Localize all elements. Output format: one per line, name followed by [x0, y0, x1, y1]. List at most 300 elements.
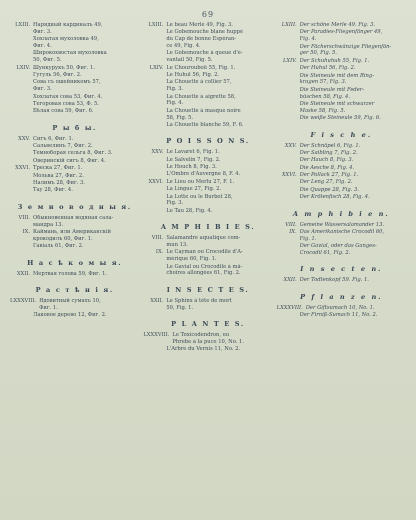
entry-line: Le Gavial ou Crocodile à mâ-	[166, 263, 243, 270]
entry-line: La Lingue 27, Fig. 2.	[166, 186, 222, 193]
entry-line: Гугуль 56, Фиг. 2.	[33, 71, 82, 78]
index-entry	[143, 235, 272, 249]
entry-line: du Cap de bonne Espéran-	[166, 36, 237, 43]
section-heading: Н а с ѣ к о м ы я.	[27, 258, 123, 267]
plate-number	[143, 122, 166, 129]
index-entry	[277, 243, 406, 257]
entry-line: Fig. 4.	[299, 36, 317, 43]
entry-text	[166, 171, 272, 178]
entry-text	[33, 72, 139, 79]
index-entry	[10, 101, 139, 108]
plate-number: VIII.	[285, 221, 297, 228]
entry-line: Тау 28, Фиг. 4.	[33, 187, 73, 194]
index-section	[277, 22, 406, 123]
plate-number	[143, 94, 166, 108]
plate-number	[277, 115, 300, 122]
entry-text	[166, 179, 272, 186]
section-heading: F i s c h e.	[310, 130, 373, 139]
entry-line: Der Gavial, oder das Ganges-	[299, 243, 377, 250]
plate-number	[277, 312, 300, 319]
section-heading: P L A N T E S.	[171, 319, 245, 328]
index-entry	[10, 243, 139, 250]
section-heading: P O I S S O N S.	[166, 137, 250, 146]
plate-number	[143, 157, 166, 164]
entry-line: Die Quappe 28, Fig. 3.	[299, 186, 359, 193]
index-entry	[143, 208, 272, 215]
entry-line: Широкохвостая мухоловка	[33, 50, 107, 57]
entry-text	[166, 164, 272, 171]
entry-text	[33, 65, 139, 72]
index-entry	[10, 65, 139, 72]
index-entry	[10, 180, 139, 187]
section-heading: P f l a n z e n.	[300, 292, 383, 301]
plate-number: XXVI.	[148, 178, 164, 185]
plate-number: LXXXVIII.	[10, 297, 37, 304]
entry-text	[172, 332, 272, 346]
entry-line: Обыкновенная водяная сала-	[33, 214, 114, 221]
plate-number	[143, 208, 166, 215]
entry-text	[300, 312, 406, 319]
entry-text	[166, 50, 272, 64]
index-entry	[143, 79, 272, 93]
entry-text	[166, 249, 272, 263]
index-entry	[277, 277, 406, 284]
plate-number	[10, 72, 33, 79]
plate-number	[10, 173, 33, 180]
index-entry	[277, 157, 406, 164]
entry-line: La Chouette à collier 57,	[166, 79, 232, 86]
entry-line: Хохлатая сова 53, Фиг. 4.	[33, 93, 103, 100]
entry-line: Шункурукъ 50, Фиг. 1.	[33, 64, 95, 71]
entry-text	[300, 243, 406, 257]
column-russian	[10, 22, 139, 518]
entry-line: Der Saibling 7, Fig. 2.	[299, 149, 358, 156]
plate-number	[277, 150, 300, 157]
entry-text	[300, 29, 406, 43]
entry-text	[33, 243, 139, 250]
entry-text	[300, 229, 406, 243]
plate-number	[277, 157, 300, 164]
entry-text	[300, 87, 406, 101]
plate-number: XXV.	[18, 135, 30, 142]
plate-number: LXIV.	[16, 64, 30, 71]
index-entry	[277, 22, 406, 29]
plate-number: LXXXVIII.	[276, 304, 303, 311]
entry-line: Фиг. 4.	[33, 42, 52, 49]
entry-text	[166, 149, 272, 156]
column-french	[143, 22, 272, 518]
entry-text	[33, 50, 139, 64]
section-heading: Р ы б ы.	[52, 123, 97, 132]
entry-line: Der Todtenkopf 59. Fig. 1.	[299, 277, 369, 284]
index-entry	[10, 108, 139, 115]
plate-number	[143, 72, 166, 79]
plate-number: LXIII.	[148, 22, 164, 28]
plate-number: VIII.	[151, 235, 164, 242]
entry-text	[33, 143, 139, 150]
plate-number	[10, 158, 33, 165]
index-section	[10, 254, 139, 278]
entry-line: Фиг. 1.	[39, 304, 58, 311]
entry-line: Gemeine Wassersalamander 13.	[299, 221, 385, 228]
entry-text	[33, 271, 139, 278]
plate-number: XXII.	[283, 277, 297, 284]
entry-line: L'Ombre d'Auvergne 8, F. 4.	[166, 171, 241, 178]
entry-line: ce 49, Fig. 4.	[166, 42, 201, 49]
plate-number: IX.	[155, 249, 164, 256]
index-entry	[143, 108, 272, 122]
entry-line: Фиг. 3.	[33, 28, 52, 35]
entry-line: La Chouette blanche 59, F. 6.	[166, 121, 244, 128]
entry-text	[33, 165, 139, 172]
entry-text	[33, 22, 139, 36]
column-german	[277, 22, 406, 518]
index-entry	[277, 73, 406, 87]
entry-line: vantail 50, Fig. 5.	[166, 57, 213, 64]
entry-line: Лаковое дерево 12, Фиг. 2.	[33, 312, 107, 319]
entry-text	[33, 36, 139, 50]
plate-number	[143, 346, 166, 353]
entry-line: Le Gobemouche à queue d'é-	[166, 50, 243, 57]
index-entry	[143, 29, 272, 49]
entry-line: Maske 58, Fig. 5.	[299, 107, 346, 114]
entry-text	[300, 194, 406, 201]
plate-number	[277, 243, 300, 257]
entry-line: 50, Фиг. 5.	[33, 57, 62, 64]
entry-line: Тегоровая сова 53, Ф. 5.	[33, 100, 99, 107]
entry-text	[300, 143, 406, 150]
entry-text	[166, 194, 272, 208]
plate-number	[143, 194, 166, 208]
index-entry	[277, 229, 406, 243]
entry-text	[300, 65, 406, 72]
index-entry	[277, 115, 406, 122]
entry-text	[300, 179, 406, 186]
plate-number	[10, 312, 33, 319]
index-entry	[143, 22, 272, 29]
entry-line: Фиг. 3.	[33, 86, 52, 93]
entry-line: Die Steineule mit schwarzer	[299, 100, 375, 107]
entry-text	[33, 94, 139, 101]
index-section	[10, 22, 139, 116]
index-entry	[143, 346, 272, 353]
entry-line: Сальвелинъ 7, Фиг. 2.	[33, 143, 93, 150]
plate-number	[143, 50, 166, 64]
entry-line: Хохлатая мухоловка 49,	[33, 36, 99, 43]
index-entry	[143, 122, 272, 129]
entry-text	[166, 235, 272, 249]
entry-text	[300, 165, 406, 172]
entry-line: La Chouette à aigrette 58,	[166, 93, 236, 100]
entry-line: 59, Fig. 1.	[166, 304, 194, 311]
plate-number: XXII.	[150, 297, 164, 304]
index-section	[277, 288, 406, 320]
entry-line: Сова съ ошейникомъ 57,	[33, 79, 101, 86]
plate-number: IX.	[22, 229, 30, 236]
entry-text	[300, 157, 406, 164]
entry-text	[33, 101, 139, 108]
plate-number: XXV.	[151, 149, 164, 156]
index-section	[143, 22, 272, 129]
entry-text	[300, 22, 406, 29]
index-entry	[143, 164, 272, 171]
entry-text	[166, 157, 272, 164]
entry-text	[300, 150, 406, 157]
entry-text	[33, 173, 139, 180]
index-entry	[143, 149, 272, 156]
entry-text	[300, 187, 406, 194]
entry-line: Salamandre aquatique com-	[166, 235, 241, 242]
entry-text	[300, 58, 406, 65]
plate-number	[277, 194, 300, 201]
entry-text	[39, 298, 139, 312]
index-entry	[143, 298, 272, 312]
column-container	[10, 22, 406, 518]
index-entry	[143, 94, 272, 108]
index-entry	[10, 79, 139, 93]
entry-line: Le Huhul 56, Fig. 2.	[166, 71, 220, 78]
entry-line: Нарядный кардиналъ 49,	[33, 22, 103, 28]
index-section	[277, 126, 406, 202]
index-entry	[10, 312, 139, 319]
plate-number: LXIII.	[281, 22, 297, 28]
entry-line: Гавіаль 61, Фиг. 2.	[33, 243, 84, 250]
section-heading: I n s e c t e n.	[300, 265, 383, 274]
entry-line: Der Firniß-Sumach 11, No. 2.	[299, 312, 378, 319]
plate-number	[277, 87, 300, 101]
entry-line: Налимъ 28, Фиг. 3.	[33, 180, 85, 187]
index-entry	[10, 173, 139, 180]
entry-line: Die Steineule mit Feder-	[299, 86, 365, 93]
index-entry	[10, 229, 139, 243]
entry-text	[300, 277, 406, 284]
entry-line: Der Krötenfisch 28, Fig. 4.	[299, 194, 370, 201]
index-entry	[143, 65, 272, 72]
plate-number: LXIII.	[15, 22, 30, 28]
entry-line: Die Steineule mit dem Ring-	[299, 72, 374, 79]
plate-number	[10, 108, 33, 115]
entry-line: Ядовитный сумахъ 10,	[39, 297, 101, 304]
entry-text	[33, 229, 139, 243]
index-entry	[143, 332, 272, 346]
index-entry	[143, 264, 272, 278]
plate-number	[10, 79, 33, 93]
index-entry	[277, 222, 406, 229]
index-section	[143, 218, 272, 278]
entry-line: Der Schuhuhuh 55, Fig. 1.	[299, 57, 370, 64]
entry-line: mun 13.	[166, 242, 188, 249]
plate-number: LXIV.	[282, 57, 297, 64]
entry-line: La Lotte ou le Burbot 28,	[166, 193, 233, 200]
entry-line: Fig. 1.	[299, 235, 317, 242]
entry-line: Fig. 3.	[166, 200, 184, 207]
index-entry	[277, 312, 406, 319]
plate-number	[277, 179, 300, 186]
index-section	[277, 205, 406, 258]
entry-text	[33, 215, 139, 229]
plate-number	[277, 101, 300, 115]
entry-line: Сигъ 6, Фиг. 1.	[33, 135, 74, 142]
entry-text	[33, 180, 139, 187]
plate-number	[277, 187, 300, 194]
index-entry	[277, 172, 406, 179]
entry-line: Le Gobemouche blane huppé	[166, 29, 244, 36]
plate-number	[143, 79, 166, 93]
index-entry	[143, 186, 272, 193]
entry-line: mérique 60, Fig. 1.	[166, 256, 217, 263]
entry-line: Der Giftsumach 10, No. 1.	[305, 304, 375, 311]
index-entry	[10, 165, 139, 172]
entry-text	[33, 79, 139, 93]
index-entry	[143, 171, 272, 178]
entry-text	[306, 305, 406, 312]
entry-text	[33, 158, 139, 165]
plate-number	[143, 186, 166, 193]
index-entry	[277, 150, 406, 157]
entry-line: L'Arbre du Vernis 11, No. 2.	[166, 346, 241, 353]
entry-line: Der Huhul 56, Fig. 2.	[299, 65, 356, 72]
entry-line: Der Paradies-Fliegenfänger 49,	[299, 29, 383, 36]
entry-line: Der Fächerschwänzige Fliegenfän-	[299, 43, 392, 50]
entry-line: Crocodil 61, Fig. 2.	[299, 250, 351, 256]
entry-line: Le Lavaret 6, Fig. 1.	[166, 149, 220, 156]
index-entry	[277, 87, 406, 101]
plate-number: IX.	[289, 229, 297, 236]
entry-line: Phrebe à la puce 10, No. 1.	[172, 338, 244, 345]
entry-line: Le Toxicodendron, ou	[172, 331, 230, 338]
section-heading: I N S E C T E S.	[166, 285, 250, 294]
plate-number	[10, 36, 33, 50]
entry-line: мандра 13.	[33, 221, 64, 228]
entry-line: Der Leng 27, Fig. 2.	[299, 179, 353, 186]
entry-text	[166, 65, 272, 72]
entry-line: Каймань, или Американскій	[33, 229, 111, 236]
plate-number: VIII.	[18, 214, 30, 221]
plate-number	[10, 150, 33, 157]
entry-line: Le Houch 8, Fig. 3.	[166, 164, 217, 171]
plate-number	[10, 143, 33, 150]
index-section	[10, 119, 139, 195]
entry-text	[33, 150, 139, 157]
plate-number	[10, 50, 33, 64]
entry-text	[166, 29, 272, 49]
index-entry	[277, 305, 406, 312]
entry-line: Der schöne Merle 49. Fig. 3.	[299, 22, 376, 28]
entry-line: ger 50, Fig. 5.	[299, 50, 337, 57]
index-entry	[10, 22, 139, 36]
index-entry	[277, 143, 406, 150]
plate-number: XXV.	[284, 142, 297, 149]
index-section	[143, 132, 272, 215]
entry-line: Die Aesche 8, Fig. 4.	[299, 164, 355, 171]
entry-line: choires allongées 61, Fig. 2.	[166, 270, 241, 277]
index-entry	[10, 94, 139, 101]
entry-line: Le Tau 28, Fig. 4.	[166, 207, 213, 214]
plate-number	[10, 243, 33, 250]
index-entry	[277, 187, 406, 194]
entry-line: La Chouette à masque noire	[166, 107, 241, 114]
page-number: 69	[201, 10, 215, 19]
index-section	[10, 198, 139, 251]
index-entry	[10, 158, 139, 165]
plate-number	[143, 164, 166, 171]
index-entry	[143, 72, 272, 79]
index-entry	[277, 29, 406, 43]
plate-number	[10, 101, 33, 108]
section-heading: A m p h i b i e n.	[292, 209, 390, 218]
entry-text	[300, 101, 406, 115]
entry-text	[300, 73, 406, 87]
entry-line: Оверинскій сигъ 8, Фиг. 4.	[33, 157, 106, 164]
entry-line: Das Amerikanische Crocodil 60,	[299, 229, 385, 236]
plate-number: XXII.	[16, 270, 30, 277]
plate-number	[10, 180, 33, 187]
plate-number	[10, 187, 33, 194]
section-heading: A M P H I B I E S.	[160, 223, 256, 232]
entry-line: Der Schnäpel 6, Fig. 1.	[299, 142, 361, 149]
index-section	[143, 315, 272, 354]
entry-line: 58, Fig. 5.	[166, 114, 194, 121]
entry-line: Треска 27, Фиг. 1.	[33, 165, 83, 172]
entry-text	[166, 72, 272, 79]
entry-text	[33, 187, 139, 194]
entry-text	[166, 94, 272, 108]
entry-text	[166, 264, 272, 278]
entry-line: Le Cayman ou Crocodile d'A-	[166, 249, 243, 256]
plate-number: LXIV.	[149, 64, 164, 71]
index-entry	[143, 249, 272, 263]
plate-number	[143, 29, 166, 49]
entry-line: Fig. 3.	[166, 86, 184, 93]
index-entry	[10, 298, 139, 312]
entry-line: Le beau Merle 49, Fig. 3.	[166, 22, 233, 28]
entry-line: Der Pollack 27, Fig. 1.	[299, 172, 359, 179]
index-entry	[277, 58, 406, 65]
index-section	[10, 281, 139, 320]
plate-number	[143, 108, 166, 122]
index-entry	[277, 65, 406, 72]
entry-text	[300, 172, 406, 179]
plate-number	[143, 264, 166, 278]
entry-line: Le Salvelin 7, Fig. 2.	[166, 156, 221, 163]
index-entry	[10, 136, 139, 143]
entry-text	[166, 79, 272, 93]
index-entry	[143, 194, 272, 208]
index-entry	[277, 194, 406, 201]
entry-line: Мертвая голова 59, Фиг. 1.	[33, 270, 108, 277]
index-entry	[277, 44, 406, 58]
index-entry	[143, 157, 272, 164]
index-entry	[10, 50, 139, 64]
entry-line: büschen 58, Fig. 4.	[299, 93, 351, 100]
index-entry	[10, 150, 139, 157]
index-entry	[10, 271, 139, 278]
plate-number	[277, 65, 300, 72]
plate-number	[277, 73, 300, 87]
index-entry	[10, 72, 139, 79]
index-entry	[277, 179, 406, 186]
entry-text	[166, 122, 272, 129]
entry-line: крокодилъ 60, Фиг. 1.	[33, 235, 93, 242]
index-entry	[277, 165, 406, 172]
index-entry	[10, 187, 139, 194]
index-entry	[143, 179, 272, 186]
index-entry	[10, 36, 139, 50]
index-entry	[143, 50, 272, 64]
index-entry	[10, 215, 139, 229]
index-section	[143, 281, 272, 312]
entry-text	[166, 108, 272, 122]
